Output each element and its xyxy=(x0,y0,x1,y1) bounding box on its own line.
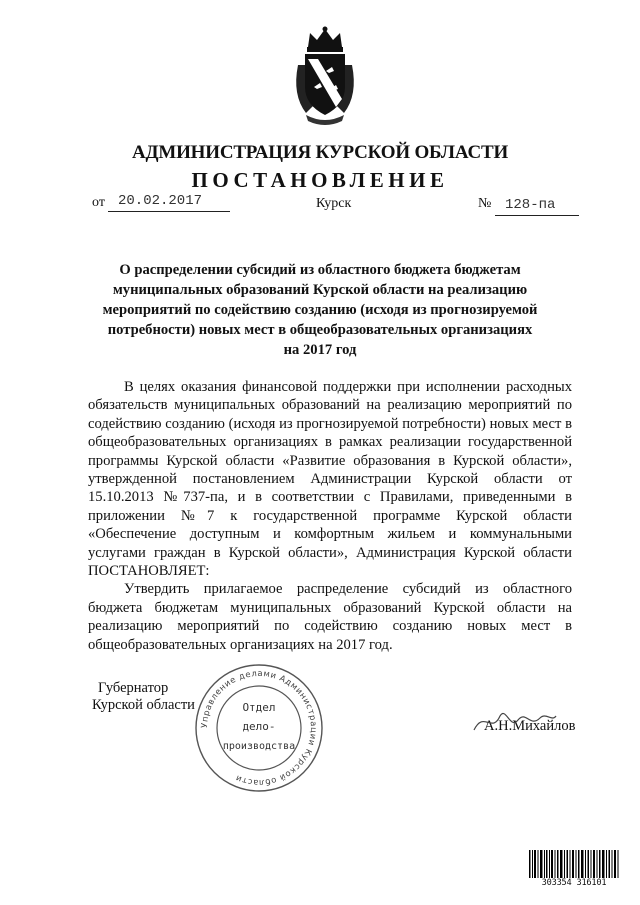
organization-name: АДМИНИСТРАЦИЯ КУРСКОЙ ОБЛАСТИ xyxy=(131,142,509,163)
document-number: 128-па xyxy=(505,197,556,213)
title-line: мероприятий по содействию созданию (исходя из прогнозируемой xyxy=(102,302,538,318)
date-prefix: от xyxy=(92,195,105,210)
body-paragraph: Утвердить прилагаемое распределение субсидий из областного бюджета бюджетам муниципальных образований Курской области на реализацию мероприятий по содействию созданию новых мест в общеобразовательных организациях на 2017 год. xyxy=(88,581,572,653)
coat-of-arms-icon xyxy=(292,25,358,125)
signatory-name: А.Н.Михайлов xyxy=(484,718,576,734)
stamp-center-line1: Отдел xyxy=(242,701,276,714)
barcode-number: 303354 316101 xyxy=(528,878,620,888)
stamp-center-line3: производства xyxy=(222,741,296,752)
stamp-center-line2: дело- xyxy=(242,720,276,733)
signatory-position-line2: Курской области xyxy=(92,697,195,713)
title-line: потребности) новых мест в общеобразовательных организациях xyxy=(107,322,533,338)
number-prefix: № xyxy=(478,196,492,211)
document-title xyxy=(60,260,580,360)
title-line: О распределении субсидий из областного бюджета бюджетам xyxy=(119,262,521,278)
office-stamp xyxy=(193,662,325,794)
document-body xyxy=(88,378,572,654)
body-paragraph: В целях оказания финансовой поддержки при исполнении расходных обязательств муниципальных образований на реализацию мероприятий по содействию созданию (исходя из прогнозируемой потребности) новых мест в общеобразовательных организациях в рамках реализации государственной программы Курской области «Развитие образования в Курской области», утвержденной постановлением Администрации Курской области от 15.10.2013 №737-па, и в соответствии с Правилами, приведенными в приложении №7 к государственной программе Курской области «Обеспечение доступным и комфортным жильем и коммунальными услугами граждан в Курской области», Администрация Курской области ПОСТАНОВЛЯЕТ: xyxy=(88,379,572,580)
signatory-position-line1: Губернатор xyxy=(98,680,169,696)
city-name: Курск xyxy=(316,196,352,211)
stamp-ring-text: Управление делами Администрации Курской области xyxy=(198,667,320,789)
document-type: ПОСТАНОВЛЕНИЕ xyxy=(191,168,449,192)
title-line: муниципальных образований Курской области на реализацию xyxy=(112,282,528,298)
title-line: на 2017 год xyxy=(283,342,357,358)
handwritten-signature xyxy=(470,700,560,740)
document-date: 20.02.2017 xyxy=(118,193,203,209)
